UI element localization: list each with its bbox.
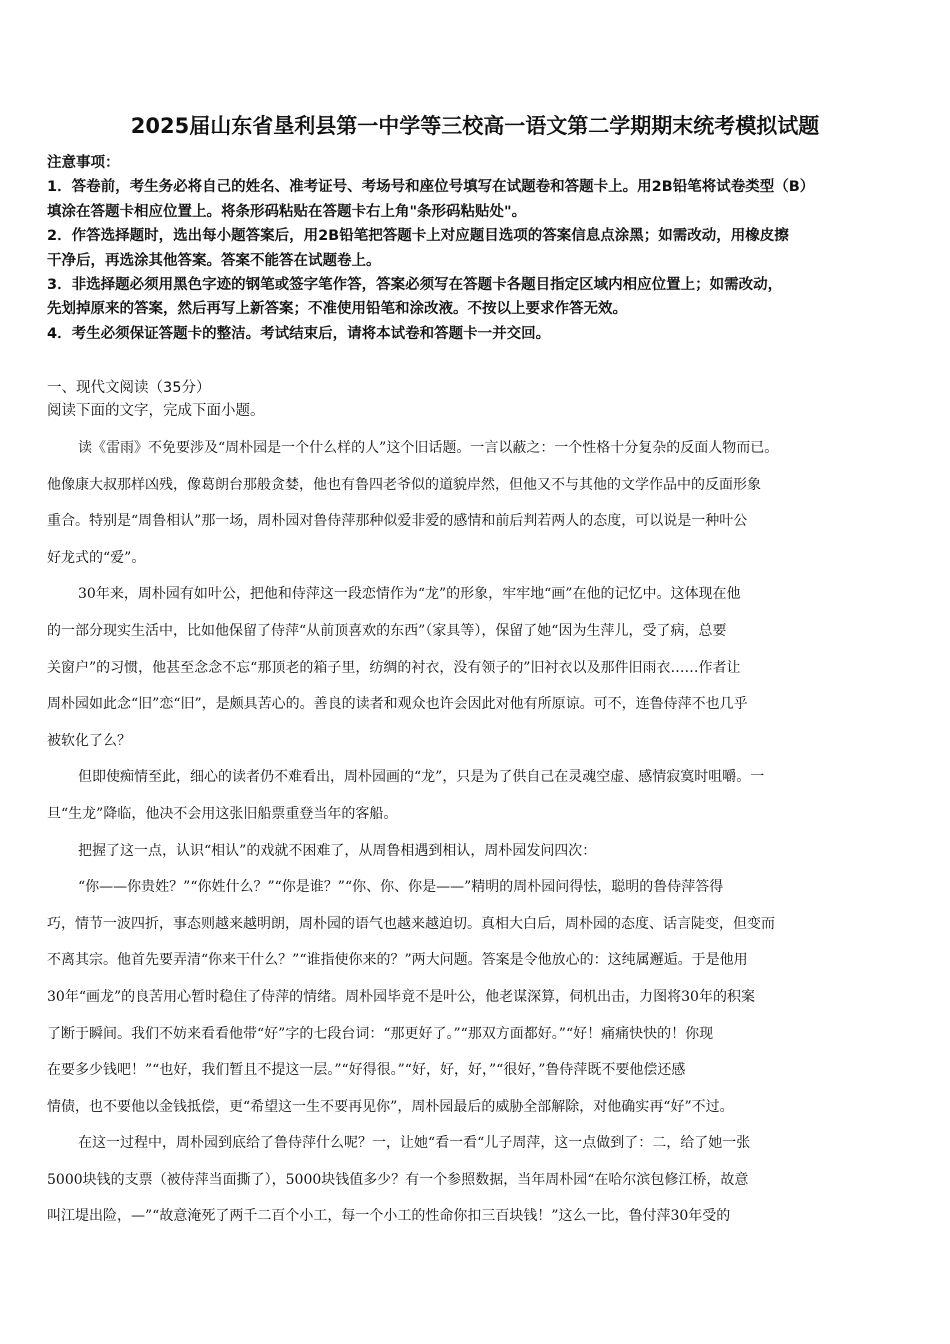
passage-line: 被软化了么？ — [47, 732, 131, 749]
passage-line: 在要多少钱吧！”“也好，我们暂且不提这一层。”“好得很。”“好，好，好，”“很好，”鲁侍萍既不要他偿还感 — [47, 1062, 686, 1079]
notice-line: 干净后，再选涂其他答案。答案不能答在试题卷上。 — [47, 252, 381, 269]
passage-line: 在这一过程中，周朴园到底给了鲁侍萍什么呢？一，让她“看一看“儿子周萍，这一点做到了：二，给了她一张 — [78, 1135, 751, 1152]
passage-line: 他像康大叔那样凶残，像葛朗台那般贪婪，他也有鲁四老爷似的道貌岸然，但他又不与其他的文学作品中的反面形象 — [47, 476, 761, 493]
notice-line: 4．考生必须保证答题卡的整洁。考试结束后，请将本试卷和答题卡一并交回。 — [47, 325, 551, 342]
passage-line: 不离其宗。他首先要弄清“你来干什么？”“谁指使你来的？”两大问题。答案是令他放心的：这纯属邂逅。于是他用 — [47, 952, 748, 969]
notice-block — [47, 151, 913, 346]
passage-line: 把握了这一点，认识“相认”的戏就不困难了，从周鲁相遇到相认，周朴园发问四次： — [78, 842, 597, 859]
notice-line: 填涂在答题卡相应位置上。将条形码粘贴在答题卡右上角"条形码粘贴处"。 — [47, 203, 527, 220]
passage-line: 重合。特别是“周鲁相认”那一场，周朴园对鲁侍萍那种似爱非爱的感情和前后判若两人的态度，可以说是一种叶公 — [47, 513, 748, 530]
passage-line: 读《雷雨》不免要涉及“周朴园是一个什么样的人”这个旧话题。一言以蔽之：一个性格十分复杂的反面人物而已。 — [78, 440, 779, 456]
passage-line: 的一部分现实生活中，比如他保留了侍萍“从前顶喜欢的东西”（家具等），保留了她“因为生萍儿，受了病，总要 — [47, 622, 727, 639]
notice-line: 2．作答选择题时，选出每小题答案后，用2B铅笔把答题卡上对应题目选项的答案信息点涂黑；如需改动，用橡皮擦 — [47, 228, 789, 245]
section-heading: 一、现代文阅读（35分） — [47, 380, 211, 396]
notice-heading: 注意事项： — [47, 155, 120, 171]
notice-line: 3．非选择题必须用黑色字迹的钢笔或签字笔作答，答案必须写在答题卡各题目指定区域内相应位置上；如需改动， — [47, 276, 783, 293]
notice-line: 先划掉原来的答案，然后再写上新答案；不准使用铅笔和涂改液。不按以上要求作答无效。 — [47, 301, 627, 318]
passage-line: 30年“画龙”的良苦用心暂时稳住了侍萍的情绪。周朴园毕竟不是叶公，他老谋深算，伺机出击，力图将30年的积案 — [47, 988, 755, 1005]
section-instruction: 阅读下面的文字，完成下面小题。 — [47, 403, 265, 419]
passage-line: “你——你贵姓？”“你姓什么？”“你是谁？”“你、你、你是——”精明的周朴园问得怯，聪明的鲁侍萍答得 — [78, 879, 724, 896]
passage-line: 了断于瞬间。我们不妨来看看他带“好”字的七段台词：“那更好了。”“那双方面都好。”“好！痛痛快快的！你现 — [47, 1025, 714, 1042]
passage-line: 好龙式的“爱”。 — [47, 549, 146, 566]
passage-line: 5000块钱的支票（被侍萍当面撕了），5000块钱值多少？有一个参照数据，当年周朴园“在哈尔滨包修江桥，故意 — [47, 1171, 749, 1188]
notice-line: 1．答卷前，考生务必将自己的姓名、准考证号、考场号和座位号填写在试题卷和答题卡上。用2B铅笔将试卷类型（B） — [47, 179, 815, 196]
passage-line: 但即使痴情至此，细心的读者仍不难看出，周朴园画的“龙”，只是为了供自己在灵魂空虚、感情寂寞时咀嚼。一 — [78, 769, 765, 786]
passage-line: 30年来，周朴园有如叶公，把他和侍萍这一段恋情作为“龙”的形象，牢牢地“画”在他的记忆中。这体现在他 — [78, 586, 741, 603]
passage-line: 周朴园如此念“旧”恋“旧”，是颇具苦心的。善良的读者和观众也许会因此对他有所原谅。可不，连鲁侍萍不也几乎 — [47, 696, 748, 713]
reading-passage — [47, 430, 913, 1235]
passage-line: 旦“生龙”降临，他决不会用这张旧船票重登当年的客船。 — [47, 805, 398, 822]
page-title: 2025届山东省垦利县第一中学等三校高一语文第二学期期末统考模拟试题 — [130, 114, 820, 138]
passage-line: 关窗户”的习惯，他甚至念念不忘“那顶老的箱子里，纺绸的衬衣，没有领子的”旧衬衣以及那件旧雨衣……作者让 — [47, 659, 741, 676]
passage-line: 叫江堤出险，—”“故意淹死了两千二百个小工，每一个小工的性命你扣三百块钱！”这么一比，鲁付萍30年受的 — [47, 1208, 731, 1225]
passage-line: 巧，情节一波四折，事态则越来越明朗，周朴园的语气也越来越迫切。真相大白后，周朴园的态度、话言陡变，但变而 — [47, 915, 775, 932]
passage-line: 情债，也不要他以金钱抵偿，更“希望这一生不要再见你”，周朴园最后的威胁全部解除，对他确实再“好”不过。 — [47, 1098, 734, 1115]
